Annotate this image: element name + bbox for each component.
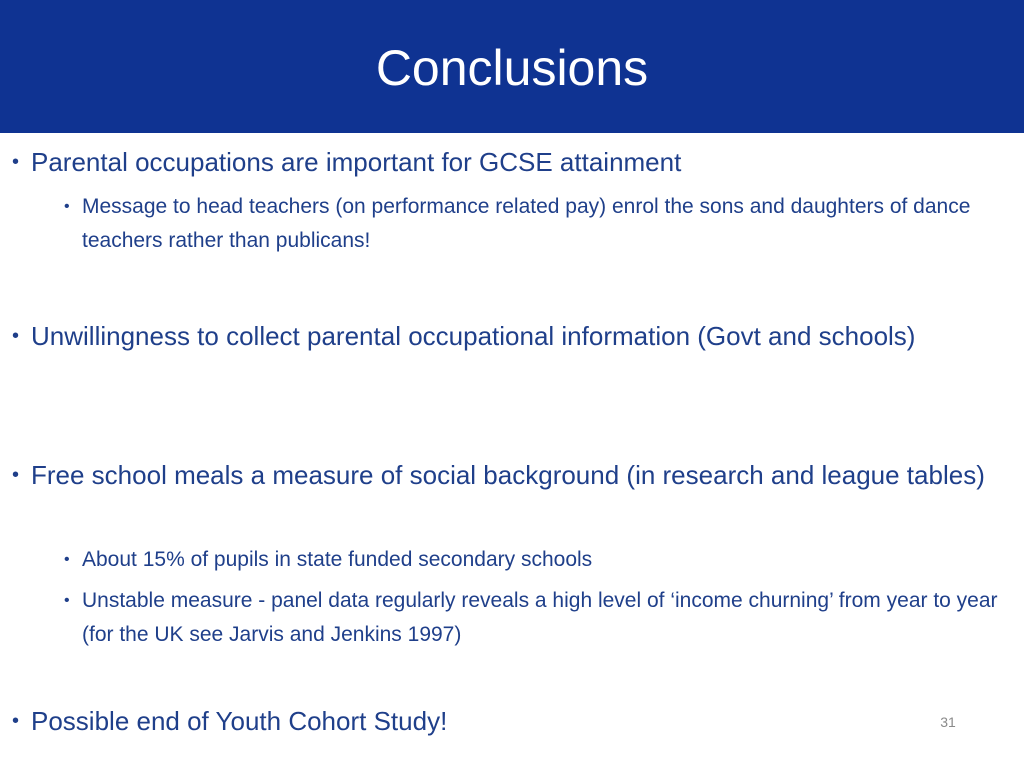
bullet-icon: • <box>12 710 20 732</box>
bullet-item <box>12 141 1006 183</box>
bullet-item <box>12 315 1006 357</box>
bullet-icon: • <box>12 325 20 347</box>
slide-title: Conclusions <box>375 40 649 96</box>
sub-bullet-text: Unstable measure - panel data regularly reveals a high level of ‘income churning’ from year to year (for the UK see Jarvis and Jenkins 1997) <box>82 589 998 646</box>
bullet-text: Possible end of Youth Cohort Study! <box>31 706 448 736</box>
bullet-text: Parental occupations are important for GCSE attainment <box>31 147 682 177</box>
bullet-icon: • <box>12 464 20 486</box>
bullet-icon: • <box>64 551 70 568</box>
bullet-icon: • <box>64 592 70 609</box>
bullet-icon: • <box>12 151 20 173</box>
bullet-item <box>12 454 1006 496</box>
bullet-text: Free school meals a measure of social background (in research and league tables) <box>31 460 985 490</box>
sub-bullet-text: About 15% of pupils in state funded secondary schools <box>82 548 593 571</box>
sub-bullet-item <box>64 584 1012 652</box>
sub-bullet-item <box>64 543 1012 577</box>
bullet-text: Unwillingness to collect parental occupational information (Govt and schools) <box>31 321 916 351</box>
sub-bullet-item <box>64 190 1012 258</box>
sub-bullet-text: Message to head teachers (on performance related pay) enrol the sons and daughters of dance teachers rather than publicans! <box>82 195 971 252</box>
bullet-item <box>12 700 1006 742</box>
page-number: 31 <box>940 714 956 730</box>
bullet-icon: • <box>64 198 70 215</box>
